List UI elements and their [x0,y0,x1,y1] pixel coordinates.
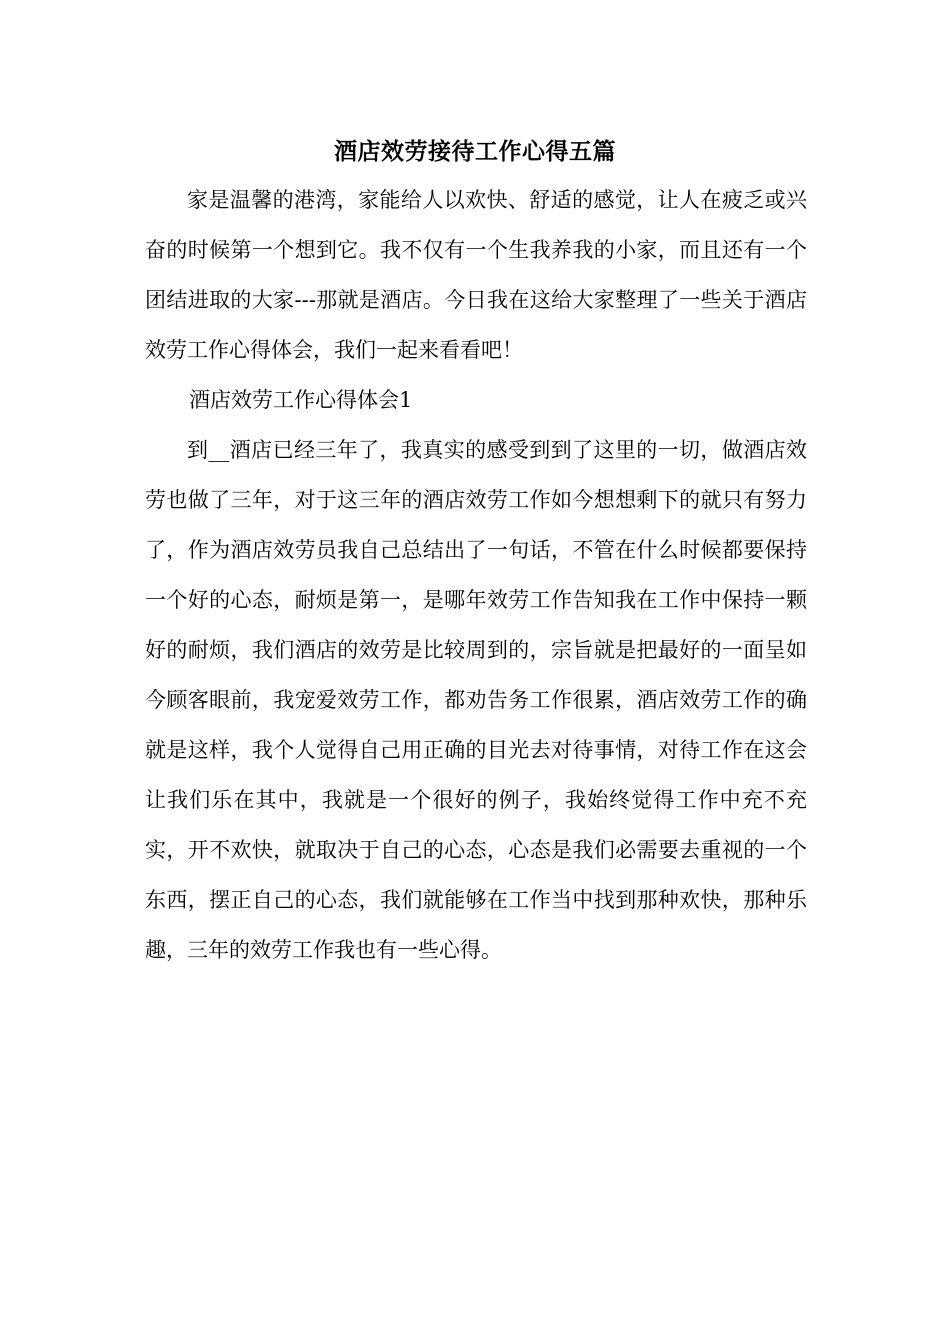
section-heading: 酒店效劳工作心得体会1 [189,388,413,412]
intro-paragraph: 家是温馨的港湾，家能给人以欢快、舒适的感觉，让人在疲乏或兴奋的时候第一个想到它。我不仅有一个生我养我的小家，而且还有一个团结进取的大家---那就是酒店。今日我在这给大家整理了一些关于酒店效劳工作心得体会，我们一起来看看吧！ [145,188,807,362]
document-title: 酒店效劳接待工作心得五篇 [334,138,616,165]
section-body-paragraph: 到__酒店已经三年了，我真实的感受到到了这里的一切，做酒店效劳也做了三年，对于这三年的酒店效劳工作如今想想剩下的就只有努力了，作为酒店效劳员我自己总结出了一句话，不管在什么时候都要保持一个好的心态，耐烦是第一，是哪年效劳工作告知我在工作中保持一颗好的耐烦，我们酒店的效劳是比较周到的，宗旨就是把最好的一面呈如今顾客眼前，我宠爱效劳工作，都劝告务工作很累，酒店效劳工作的确就是这样，我个人觉得自己用正确的目光去对待事情，对待工作在这会让我们乐在其中，我就是一个很好的例子，我始终觉得工作中充不充实，开不欢快，就取决于自己的心态，心态是我们必需要去重视的一个东西，摆正自己的心态，我们就能够在工作当中找到那种欢快，那种乐趣，三年的效劳工作我也有一些心得。 [145,438,807,962]
